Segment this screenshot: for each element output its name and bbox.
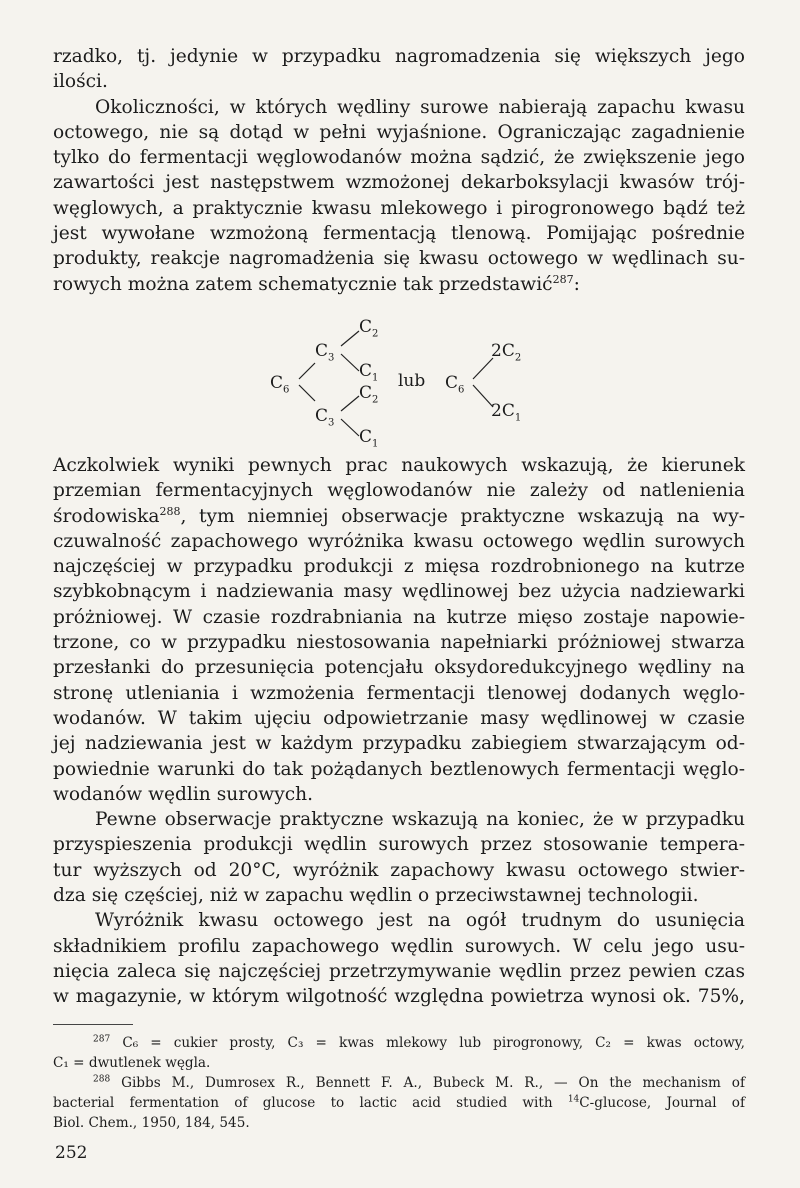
footnote-line: $^{288}$ Gibbs M., Dumrosex R., Bennett F. A., Bubeck M. R., — On the mechanism of — [93, 1073, 745, 1091]
text-line: nięcia zaleca się najczęściej przetrzymywanie wędlin przez pewien czas — [53, 960, 745, 982]
bond-line — [341, 419, 359, 436]
text-line: produkty, reakcje nagromadżenia się kwasu octowego w wędlinach su- — [53, 248, 745, 270]
page-body — [53, 44, 745, 1133]
2c1-label: $2C_1$ — [491, 400, 522, 424]
footnote-line: $^{287}$ C₆ = cukier prosty, C₃ = kwas mlekowy lub pirogronowy, C₂ = kwas octowy, — [93, 1033, 745, 1051]
text-line: octowego, nie są dotąd w pełni wyjaśnione. Ograniczając zagadnienie — [53, 121, 745, 143]
text-line: szybkobnącym i nadziewania masy wędlinowej bez użycia nadziewarki — [53, 581, 745, 603]
lub-label: lub — [398, 370, 426, 391]
text-line: tur wyższych od 20°C, wyróżnik zapachowy kwasu octowego stwier- — [53, 859, 745, 881]
c3-lower-label: $C_3$ — [315, 405, 335, 429]
text-line: próżniowej. W czasie rozdrabniania na kutrze mięso zostaje napowie- — [53, 606, 745, 628]
c2-upper-label: $C_2$ — [359, 316, 379, 340]
text-line — [53, 272, 745, 297]
c6-right-label: $C_6$ — [445, 372, 465, 396]
paragraph-2 — [53, 95, 745, 297]
line-text: : — [573, 273, 580, 295]
paragraph-1 — [53, 44, 745, 95]
footnote-divider — [53, 1024, 133, 1025]
text-line: przesłanki do przesunięcia potencjału oksydoredukcyjnego wędliny na — [53, 657, 745, 679]
bond-line — [341, 396, 359, 411]
page-number: 252 — [55, 1143, 88, 1163]
text-line: przyspieszenia produkcji wędlin surowych przez stosowanie tempera- — [53, 834, 745, 856]
footnote-line: C₁ = dwutlenek węgla. — [53, 1054, 211, 1071]
footnote-287 — [53, 1033, 745, 1073]
bond-line — [299, 363, 315, 379]
paragraph-5 — [53, 908, 745, 1009]
bond-line — [299, 385, 315, 401]
text-line: Pewne obserwacje praktyczne wskazują na koniec, że w przypadku — [95, 809, 745, 831]
text-line: ilości. — [53, 71, 108, 93]
text-line: dza się częściej, niż w zapachu wędlin o przeciwstawnej technologii. — [53, 885, 699, 907]
2c2-label: $2C_2$ — [491, 340, 522, 364]
text-line: czuwalność zapachowego wyróżnika kwasu octowego wędlin surowych — [53, 530, 745, 552]
text-line: wodanów wędlin surowych. — [53, 783, 314, 805]
c3-upper-label: $C_3$ — [315, 340, 335, 364]
text-line: jej nadziewania jest w każdym przypadku zabiegiem stwarzającym od- — [53, 733, 745, 755]
bond-line — [473, 385, 493, 407]
text-line: Okoliczności, w których wędliny surowe nabierają zapachu kwasu — [95, 96, 745, 118]
text-line: stronę utleniania i wzmożenia fermentacji tlenowej dodanych węglo- — [53, 682, 745, 704]
c1-lower-label: $C_1$ — [359, 426, 379, 450]
paragraph-4 — [53, 807, 745, 908]
line-text: , tym niemniej obserwacje praktyczne wskazują na wy- — [180, 505, 745, 527]
line-text: rowych można zatem schematycznie tak przedstawić — [53, 273, 553, 295]
text-line: powiednie warunki do tak pożądanych beztlenowych fermentacji węglo- — [53, 758, 745, 780]
footnote-288 — [53, 1073, 745, 1133]
footnote-ref-288[interactable]: 288 — [159, 504, 181, 518]
text-line: Aczkolwiek wyniki pewnych prac naukowych wskazują, że kierunek — [53, 454, 745, 476]
bond-line — [473, 358, 493, 379]
text-line — [53, 504, 745, 529]
text-line: wodanów. W takim ujęciu odpowietrzanie masy wędlinowej w czasie — [53, 707, 745, 729]
paragraph-3 — [53, 453, 745, 807]
text-line: zawartości jest następstwem wzmożonej dekarboksylacji kwasów trój- — [53, 172, 745, 194]
text-line: jest wywołane wzmożoną fermentacją tlenową. Pomijając pośrednie — [53, 223, 745, 245]
c6-label: $C_6$ — [270, 372, 290, 396]
c2-lower-label: $C_2$ — [359, 382, 379, 406]
reaction-scheme — [53, 301, 745, 451]
footnote-line: bacterial fermentation of glucose to lactic acid studied with $^{14}$C-glucose, Journal of — [53, 1093, 745, 1111]
line-text: środowiska — [53, 505, 160, 527]
text-line: rzadko, tj. jedynie w przypadku nagromadzenia się większych jego — [53, 46, 745, 67]
text-line: Wyróżnik kwasu octowego jest na ogół trudnym do usunięcia — [95, 910, 745, 932]
text-line: trzone, co w przypadku niestosowania napełniarki próżniowej stwarza — [53, 632, 745, 654]
text-line: tylko do fermentacji węglowodanów można sądzić, że zwiększenie jego — [53, 147, 745, 169]
footnote-line: Biol. Chem., 1950, 184, 545. — [53, 1114, 250, 1131]
text-line: w magazynie, w którym wilgotność względna powietrza wynosi ok. 75%, — [53, 986, 745, 1008]
text-line: węglowych, a praktycznie kwasu mlekowego i pirogronowego bądź też — [53, 197, 745, 219]
footnote-mark: 288 — [93, 1073, 111, 1084]
c1-upper-label: $C_1$ — [359, 360, 379, 384]
bond-line — [341, 354, 359, 371]
footnote-ref-287[interactable]: 287 — [552, 272, 574, 286]
text-line: najczęściej w przypadku produkcji z mięsa rozdrobnionego na kutrze — [53, 556, 745, 578]
text-line: przemian fermentacyjnych węglowodanów nie zależy od natlenienia — [53, 480, 745, 502]
bond-line — [341, 331, 359, 346]
footnote-mark: 287 — [93, 1033, 111, 1044]
text-line: składnikiem profilu zapachowego wędlin surowych. W celu jego usu- — [53, 935, 745, 957]
